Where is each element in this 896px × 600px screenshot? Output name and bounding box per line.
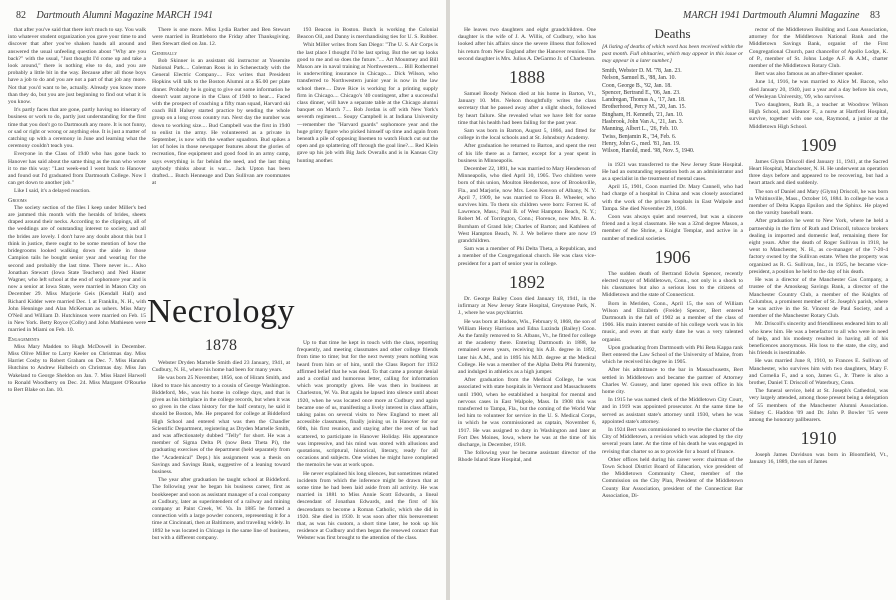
paragraph: Up to that time he kept in touch with the class, reporting frequently, and meeting classmates and other college friends from time to time; but for the next twenty years nothing was heard from him or of him, until the Class Report for 1932 affirmed belief that he was dead. To that came a prompt denial and a cordial and humorous letter, calling for information which was promptly given. He was then in business at Charleston, W. Va. But again he lapsed into silence until about 1920, when he was located once more at Cudbury and again became one of us, manifesting a lively interest in class affairs, taking pains on several visits to New England to meet all accessible classmates, finally joining us in Hanover for our 60th, his first reunion, and staying after the rest of us had scattered, to participate in Hanover Holiday. His appearance was impressive, and his mind was stored with allusions and quotations, scriptural, historical, literary, ready for all occasions and subjects. One wishes he might have completed the memoirs he was at work upon.	[297, 340, 438, 469]
paragraph: Dr. George Bailey Coon died January 18, 1941, in the infirmary at New Jersey State Hospital, Greystone Park, N. J., where he was psychiatrist.	[458, 295, 596, 317]
paragraph: Like I said, it's a delayed reaction.	[14, 188, 91, 195]
paragraph: After graduation from the Medical College, he was associated with state hospitals in Vermont and Massachusetts until 1900, when he established a hospital for mental and nervous cases in East Walpole, Mass. In 1908 this was transferred to Tampa, Fla., but the coming of the World War led him to volunteer for service in the U. S. Medical Corps, in which he was commissioned as captain, November 6, 1917. He was assigned to duty in Washington and later at Fort Des Moines, Iowa, where he was at the time of his discharge, in December, 1918.	[458, 377, 596, 448]
paragraph: Coon was always quiet and reserved, but was a sincere friend and a loyal classmate. He was a 32nd degree Mason, a member of the Shrine, a Knight Templar, and active in a number of medical societies.	[602, 213, 743, 242]
class-year-heading: 1909	[800, 134, 837, 155]
paragraph: The son of Daniel and Mary (Glynn) Driscoll, he was born in Whitinsville, Mass., October 16, 1884. In college he was a member of Delta Kappa Epsilon and the Sphinx. He played on the varsity baseball team.	[749, 188, 888, 217]
paragraph: After graduation he returned to Barton, and spent the rest of his life there as a farmer, except for a year spent in business in Minneapolis.	[458, 143, 596, 164]
paragraph: In 1915 he was named clerk of the Middletown City Court, and in 1919 was appointed prosecutor. At the same time he served as assistant state's attorney until 1930, when he was appointed state's attorney.	[602, 397, 743, 425]
generally-heading: Generally	[152, 49, 178, 57]
paragraph: Other offices held during his career were: chairman of the Town School District Board of Education, vice president of the Middletown Community Chest, member of the Commission on the City Plan, President of the Middletown County Bar Association, president of the Connecticut Bar Association, Di-	[602, 456, 743, 499]
class-year-heading: 1906	[654, 246, 691, 267]
right-running-title: MARCH 1941 Dartmouth Alumni Magazine	[683, 10, 860, 21]
paragraph: Bob Skinner is an assistant ski instructor at Yosemite National Park.... Coleman Ross is in Schenectady with the General Electric Company.... Fox writes that President Hopkins will talk to the Boston Alumni at a $5.00 per plate dinner. Probably he is going to give out some information he doesn't want anyone in the Class of 1940 to hear.... Faced with the prospect of coaching a fifty man squad, Harvard ski coach Bill Halsey started practice by sending the whole group on a long cross country run. Next day the number was down to working size.... Bud Campbell was the first in 1940 to enlist in the army. He volunteered as a private in September, is now with the weather squadron. Bud spikes a lot of holes in those newspaper features about the glories of recreation, fine equipment and good food in an army camp, says everything is far behind the need, and the last thing anybody thinks about is war.... Jack Upton has been drafted.... Butch Henneage and Dan Sullivan are roommates at	[152, 57, 290, 187]
right-column-2	[602, 27, 743, 595]
necrology-column-1	[152, 332, 290, 594]
right-column-1	[458, 27, 596, 595]
list-item: Spencer, Bertrand E., '06, Jan. 23.	[602, 89, 681, 96]
paragraph: Whit Miller writes from San Diego: "The U. S. Air Corps is the last place I thought I'd be last spring. But the set up looks good to me and so does the future.".... Art Mountney and Bill Maxon are in naval training at Northwestern.... Bill Rothermel is underwriting insurance in Chicago.... Dick Wilson, who transferred to Northwestern junior year is now in the law school there.... Dave Rice is working for a printing supply firm in Chicago.... Chicago's '40 contingent, after a successful class dinner, will have a separate table at the Chicago alumni banquet on March 7.... Bob Jordan is off with New York's seventh regiment.... Soupy Campbell is at Indiana University—remember the "Harvard guards" sophomore year and the huge grimy figure who picked himself up time and again from beneath a pile of opposing linemen to watch Hutch cut out the open and go splattering off through the goal line?.... Red Klein gave up his job with Big Jack Overalls and is in Kansas City hunting another.	[297, 42, 438, 164]
deaths-note: [A listing of deaths of which word has been received within the past month. Full obituaries, which may appear in this issue or may appear in a later number.]	[602, 44, 743, 64]
list-item: Wilson, Harold, med. '98, Nov. 5, 1940.	[602, 148, 695, 155]
list-item: Coon, George B., '92, Jan. 18.	[602, 82, 672, 89]
right-page	[450, 0, 896, 600]
right-running-head	[683, 10, 888, 21]
paragraph: He leaves two daughters and eight grandchildren. One daughter is the wife of J. A. Willis, of Cudbury, who has looked after his affairs since the severe illness that followed his return from New England after the Hanover reunion. The second daughter is Mrs. Julius A. DeGarmo Jr. of Charleston.	[458, 27, 596, 62]
grooms-heading: Grooms	[8, 196, 27, 204]
deaths-title: Deaths	[654, 27, 691, 41]
paragraph: that after you've said that there isn't much to say. You walk into whatever student organization you gave your time to and discover that after you've shaken hands all around and answered the usual unfeeling question about "Why are you back?" with the usual, "Just thought I'd come up and take a look around," there is nothing else to do, and you are probably a little bit in the way. Because after all those boys have a job to do and you are not a part of that job any more. Not that you'd want to be, actually. Already you know more than they do, but you are just beginning to find out what it is you know.	[8, 27, 146, 106]
class-year-heading: 1910	[800, 428, 837, 449]
paragraph: Everyone in the Class of 1940 who has gone back to Hanover has said about the same thing as the man who wrote it to me this way: "Last week-end I went back to Hanover and found out I'd graduated from Dartmouth College. Now I can get down to another job."	[8, 151, 146, 187]
paragraph: rector of the Middletown Building and Loan Association, attorney for the Middletown National Bank and the Middletown Savings Bank, organist of the First Congregational Church, past chancellor of Apollo Lodge, K. of P., member of St. Johns Lodge A.F. & A.M., charter member of the Middletown Rotary Club.	[749, 27, 888, 70]
class-year-heading: 1892	[509, 271, 545, 292]
paragraph: April 15, 1901, Coon married Dr. Mary Cannell, who had had charge of a hospital in China and was closely associated with the work of the private hospitals in East Walpole and Tampa. She died November 29, 1936.	[602, 184, 743, 212]
paragraph: The funeral service, held at St. Joseph's Cathedral, was very largely attended, among those present being a delegation of 55 members of the Manchester Alumni Association. Sidney C. Haddon '09 and Dr. John P. Bowler '15 were among the honorary pallbearers.	[749, 388, 888, 423]
paragraph: It's partly faces that are gone, partly having no itinerary of business or work to do, partly just understanding for the first time that you don't go to Dartmouth any more. It is not funny, or sad or right or wrong or anything else. It is just a matter of catching up with a ceremony in June and learning what the ceremony couldn't teach you.	[8, 107, 146, 150]
left-column-3	[297, 27, 438, 285]
paragraph: In 1924 Bert was commissioned to rewrite the charter of the City of Middletown, a revision which was adopted by the city several years later. At the time of his death he was engaged in revising that charter so as to provide for a board of finance.	[602, 427, 743, 455]
paragraph: He was born 25 November, 1856, son of Hiram Smith, and liked to trace his ancestry to a cousin of George Washington. Biddeford, Me., was his home in college days, and that is given as his birthplace in the college records, but when it was so given in the class history for the half century, he said it should be Boston, Me. He prepared for college at Biddeford High School and entered what was then the Chandler Scientific Department, registering as Dryden Martelle Smith, and was affectionately dubbed "Telly" for short. He was a member of Sigma Delta Pi (now Beta Theta Pi), the graduating exercises of the department (held separately from the "Academical" Dept.) his assignment was a thesis on Savings and Savings Bank, suggestive of a leaning toward business.	[152, 375, 290, 476]
paragraph: Mr. Driscoll's sincerity and friendliness endeared him to all who knew him. He was a benefactor to all who were in need of help, and his modesty resulted in having all of his beneficences anonymous. His loss to the state, the city, and his friends is inestimable.	[749, 321, 888, 357]
paragraph: December 22, 1891, he was married to Mary Henderson of Minneapolis, who died April 10, 1905. Two children were born of this union, Moulton Henderson, now of Brooksville, Fla., and Marjorie, now Mrs. Leon Kenvon of Albany, N. Y. April 7, 1909, he was married to Flora B. Wheeler, who survives him. To them six children were born: Forrest K. of Lawrence, Mass.; Paul B. of West Hampton Beach, N. Y.; Robert M. of Torrington, Conn.; Florence, now Mrs. B. A. Burnham of Grand Isle; Charles of Barton; and Kathleen of West Hampton Beach, N. J. We believe there are now 19 grandchildren.	[458, 166, 596, 245]
paragraph: Bert was also famous as an after-dinner speaker.	[755, 71, 863, 78]
right-page-number: 83	[870, 10, 880, 21]
left-column-2	[152, 27, 290, 285]
paragraph: James Glynn Driscoll died January 11, 1941, at the Sacred Heart Hospital, Manchester, N. H. He underwent an operation three days before and appeared to be recovering, but had a heart attack and died suddenly.	[749, 158, 888, 187]
engagements-heading: Engagements	[8, 335, 40, 343]
paragraph: Sam was born in Barton, August 5, 1866, and fitted for college in the local schools and at St. Johnsbury Academy.	[458, 128, 596, 142]
paragraph: He was married June 8, 1910, to Frances E. Sullivan of Manchester, who survives him with two daughters, Mary F. and Cornelia F., and a son, James G., Jr. There is also a brother, Daniel T. Driscoll of Waterbury, Conn.	[749, 358, 888, 386]
paragraph: He never explained his long silences, but sometimes related incidents from which the inference might be drawn that at some time he had been laid aside from all activity. He was married in 1881 to Miss Annie Scott Edwards, a lineal descendant of Jonathan Edwards, and the first of his descendants to become a Roman Catholic, which she did in 1920. She died in 1930. It was soon after this bereavement that, as was his custom, a short time later, he took up his residence at Cudbury and then began the renewed contact that Webster was first brought to the attention of the class.	[297, 470, 438, 542]
paragraph: in 1921 was transferred to the New Jersey State Hospital. He had an outstanding reputation both as an administrator and as a specialist in the treatment of mental cases.	[602, 161, 743, 182]
paragraph: Webster Dryden Martelle Smith died 23 January, 1941, at Cudbury, N. H., where his home had been for many years.	[152, 360, 290, 374]
paragraph: June 14, 1916, he was married to Alice M. Bacon, who died January 20, 1940, just a year and a day before his own, of Wesleyan University, '09, who survives.	[749, 79, 888, 100]
list-item: Bingham, H. Kenneth, '21, Jan. 10.	[602, 111, 684, 118]
paragraph: The following year he became assistant director of the Rhode Island State Hospital, and	[458, 450, 596, 464]
left-page-number: 82	[16, 10, 26, 21]
list-item: Nelson, Samuel B., '88, Jan. 10.	[602, 75, 676, 82]
list-item: Henry, John G., med. '81, Jan. 19.	[602, 140, 681, 147]
right-column-3	[749, 27, 888, 595]
paragraph: Sam was a member of Phi Delta Theta, a Republican, and a member of the Congregational church. He was class vice-president for a part of senior year in college.	[458, 246, 596, 267]
paragraph: Joseph James Davidson was born in Bloomfield, Vt., January 16, 1889, the son of James	[749, 452, 888, 466]
class-year-heading: 1888	[509, 67, 545, 88]
list-item: Landregan, Thomas A., '17, Jan. 18.	[602, 97, 686, 104]
necrology-title: Necrology	[146, 293, 295, 330]
paragraph: The sudden death of Bertrand Edwin Spencer, recently elected mayor of Middletown, Conn., not only is a shock to his classmates but also a serious loss to the citizens of Middletown and the state of Connecticut.	[602, 270, 743, 299]
necrology-column-2	[297, 340, 438, 594]
paragraph: Samuel Boody Nelson died at his home in Barton, Vt., January 10. Mrs. Nelson thoughtfully writes the class secretary that he passed away after a slight shock, followed by heart failure. She revealed what we have felt for some time that his health had been failing for the past year.	[458, 91, 596, 126]
paragraph: Two daughters, Ruth B., a teacher at Woodrow Wilson High School, and Eleanor F., a nurse at Hartford Hospital, survive, together with one son, Raymond, a junior at the Middletown High School.	[749, 102, 888, 130]
paragraph: Upon graduating from Dartmouth with Phi Beta Kappa rank Bert entered the Law School of the University of Maine, from which he received his degree in 1905.	[602, 344, 743, 366]
left-page	[0, 0, 446, 600]
list-item: Twiss, Benjamin R., '34, Feb. 6.	[602, 133, 677, 140]
deaths-list	[602, 68, 743, 156]
paragraph: Born in Meriden, Conn., April 15, the son of William Wilson and Elizabeth (Freide) Spencer, Bert entered Dartmouth in the fall of 1902 as a member of the class of 1906. His main interest outside of his college work was in his music, and even at that early date he was a very talented organist.	[602, 300, 743, 343]
paragraph: 193 Beacon in Boston. Butch is working the Colonial Beacon Oil, and Danny is merchandising ties for U. S. Rubber.	[297, 27, 438, 41]
paragraph: After graduation he went to New York, where he held a partnership in the firm of Ruth and Driscoll, tobacco brokers dealing in imported and domestic leaf, remaining there for eight years. After the death of Roger Sullivan in 1918, he went to Manchester, N. H., as co-manager of the 7-20-4 factory owned by the Sullivan estate. When the property was organized as R. G. Sullivan, Inc., in 1925, he became vice-president, a position he held to the day of his death.	[749, 218, 888, 275]
class-year-heading: 1878	[205, 337, 237, 354]
left-running-title: Dartmouth Alumni Magazine MARCH 1941	[36, 10, 213, 21]
list-item: Smith, Webster D. M. '78, Jan. 23.	[602, 68, 682, 74]
list-item: Hasbrook, John Van A., '21, Jan. 3.	[602, 119, 684, 126]
paragraph: The society section of the files I keep under Miller's bed are jammed this month with the heralds of brides, sheets draped around their necks. According to the clippings, all of the weddings are of outstanding interest to society, and all the brides are lovely. I don't have any doubt about this but I think in justice, there ought to be some mention of how the bridegrooms looked walking down the aisle in those Campion tails he bought senior year and wearing for the second and probably the last time. There never is.... Also Jonathan Stewart (Iowa State Teachers) and Ned Haster Wagner, who left school at the end of sophomore year and is now a senior at Iowa State, were married in Mason City on December 29. Miss Marjorie Geis (Kendall Hall) and Richard Kidder were married Dec. 1 at Franklin, N. H., with John Henninge and Alan McKernan as ushers. Miss Mary O'Neil and William D. Hutchinson were married on Feb. 15 in New York. Betty Royce (Colby) and John Mathiesen were married in Miami on Feb. 10.	[8, 204, 146, 334]
paragraph: There is one more. Miss Lydia Barber and Ben Stewart were married in Brattleboro the Friday after Thanksgiving. Ben Stewart died on Jan. 12.	[152, 27, 290, 48]
list-item: Brotherhood, Percy M., '20, Jan. 15.	[602, 104, 686, 111]
left-running-head	[8, 10, 213, 21]
paragraph: He was born at Hudson, Wis., February 8, 1868, the son of William Henry Harrison and Edna Luzinda (Bailey) Coon. As the family removed to St. Albans, Vt., he fitted for college at the academy there. Entering Dartmouth in 1888, he remained seven years, receiving his A.B. degree in 1892, later his A.M., and in 1895 his M.D. degree at the Medical College. He was a member of the Alpha Delta Phi fraternity, and indulged in athletics as a high jumper.	[458, 318, 596, 375]
paragraph: He was a director of the Manchester Gas Company, a trustee of the Amoskeag Savings Bank, a director of the Manchester Country Club, a member of the Knights of Columbus, a prominent member of St. Joseph's parish, where he was active in the St. Vincent de Paul Society, and a member of the Manchester Rotary Club.	[749, 277, 888, 320]
list-item: Manning, Albert L., '26, Feb. 10.	[602, 126, 679, 133]
paragraph: After his admittance to the bar in Massachusetts, Bert settled in Middletown and became the partner of Attorney Charles W. Gussey, and later opened his own office in his home city.	[602, 367, 743, 396]
paragraph: Miss Mary Madden to Hugh McDowell in December. Miss Olive Miller to Larry Keeler on Christmas day. Miss Harriet Cosby to Robert Graham on Dec. 7. Miss Hannah Hutchins to Andrew Halbeich on Christmas day. Miss Jan Wakeland to George Sheldon on Jan. 7. Miss Hazel Harwell to Ronald Woodberry on Dec. 24. Miss Margaret O'Rourke to Bert Blake on Jan. 10.	[8, 343, 146, 393]
paragraph: The year after graduation he taught school at Biddeford. The following year he began his business career, first as bookkeeper and soon as assistant manager of a coal company at Cudbury, later as superintendent of a railway and mining company at Paint Creek, W. Va. In 1885 he formed a connection with a large powder concern, representing it for a time at Cincinnati, then at Baltimore, and traveling widely. In 1892 he was located in Chicago in the same line of business, but with a different company.	[152, 477, 290, 541]
